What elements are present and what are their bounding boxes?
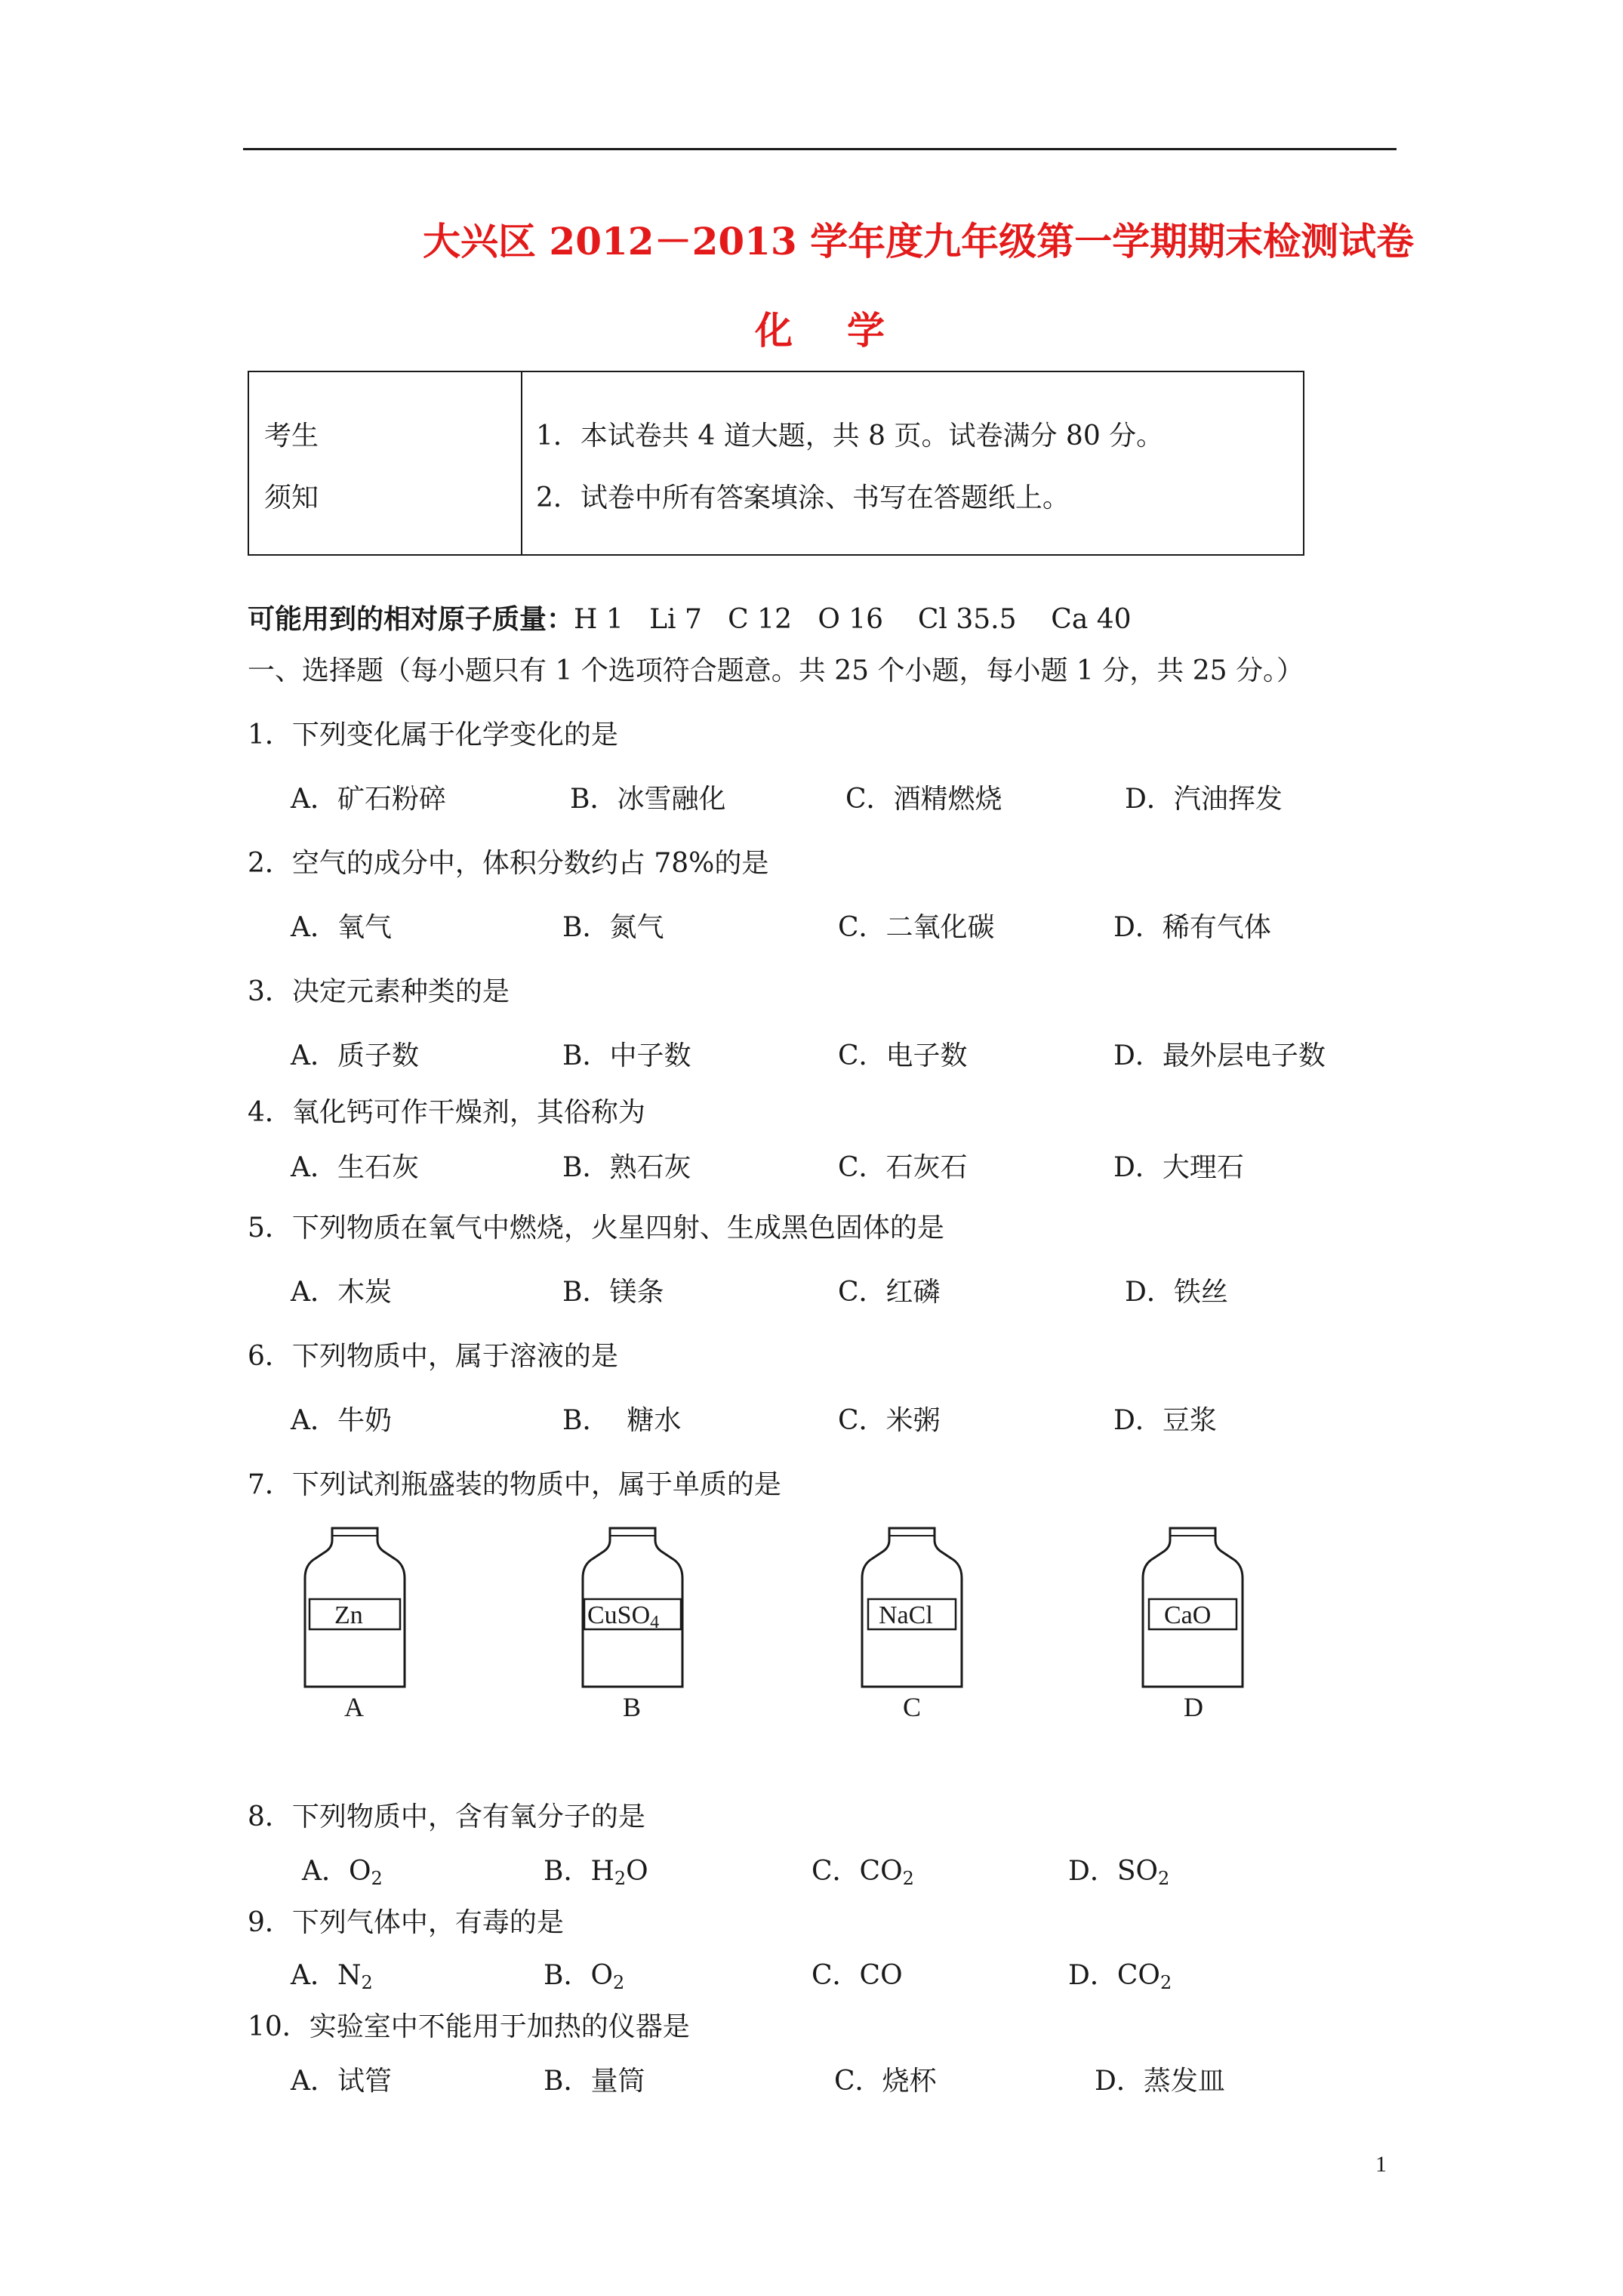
q8-a-text: A．O bbox=[302, 1856, 371, 1887]
question-8: 8．下列物质中，含有氧分子的是 bbox=[248, 1801, 645, 1832]
question-3: 3．决定元素种类的是 bbox=[248, 976, 510, 1007]
bottle-a-label: Zn bbox=[334, 1601, 363, 1629]
exam-notice-box bbox=[248, 371, 1304, 556]
q8-d-text: D．SO bbox=[1068, 1856, 1159, 1887]
q9-b-sub: 2 bbox=[612, 1972, 625, 1993]
bottle-d-label: CaO bbox=[1164, 1601, 1212, 1629]
q5-option-b: B．镁条 bbox=[562, 1277, 664, 1308]
q3-option-a: A．质子数 bbox=[291, 1040, 419, 1071]
q5-option-d: D．铁丝 bbox=[1125, 1277, 1228, 1308]
bottle-b-subscript: 4 bbox=[650, 1613, 660, 1632]
bottle-b-label bbox=[587, 1601, 659, 1630]
q9-d-sub: 2 bbox=[1160, 1972, 1172, 1993]
atomic-mass-values: H 1 Li 7 C 12 O 16 Cl 35.5 Ca 40 bbox=[574, 604, 1132, 635]
bottle-d-letter: D bbox=[1184, 1692, 1203, 1722]
q9-option-b bbox=[544, 1954, 624, 1992]
q10-option-d: D．蒸发皿 bbox=[1095, 2066, 1225, 2097]
q2-option-c: C．二氧化碳 bbox=[838, 912, 995, 943]
q9-a-text: A．N bbox=[291, 1960, 362, 1991]
bottle-c-letter: C bbox=[903, 1692, 922, 1722]
q8-option-c bbox=[812, 1850, 914, 1888]
q4-option-d: D．大理石 bbox=[1113, 1152, 1244, 1183]
q6-option-a: A．牛奶 bbox=[291, 1405, 392, 1436]
bottle-c-label: NaCl bbox=[879, 1601, 933, 1629]
question-9: 9．下列气体中，有毒的是 bbox=[248, 1907, 564, 1938]
q6-option-b: B． 糖水 bbox=[562, 1405, 682, 1436]
q4-option-c: C．石灰石 bbox=[838, 1152, 968, 1183]
section-heading: 一、选择题（每小题只有 1 个选项符合题意。共 25 个小题，每小题 1 分，共 25 分。） bbox=[248, 655, 1304, 686]
q5-option-a: A．木炭 bbox=[291, 1277, 392, 1308]
q9-d-text: D．CO bbox=[1068, 1960, 1160, 1991]
q6-option-c: C．米粥 bbox=[838, 1405, 941, 1436]
bottle-b-formula: CuSO bbox=[587, 1601, 651, 1629]
q2-option-a: A．氧气 bbox=[291, 912, 392, 943]
q9-a-sub: 2 bbox=[361, 1972, 373, 1993]
q10-option-c: C．烧杯 bbox=[834, 2066, 937, 2097]
atomic-mass-label: 可能用到的相对原子质量： bbox=[248, 603, 574, 635]
question-1: 1．下列变化属于化学变化的是 bbox=[248, 720, 618, 750]
atomic-mass-line bbox=[248, 598, 1132, 636]
question-10: 10．实验室中不能用于加热的仪器是 bbox=[248, 2011, 690, 2042]
q8-b-tail: O bbox=[626, 1856, 648, 1887]
q8-b-text: B．H bbox=[544, 1856, 614, 1887]
q2-option-d: D．稀有气体 bbox=[1113, 912, 1271, 943]
q4-option-b: B．熟石灰 bbox=[562, 1152, 691, 1183]
q9-c-text: C．CO bbox=[812, 1960, 903, 1991]
question-6: 6．下列物质中，属于溶液的是 bbox=[248, 1341, 618, 1372]
q10-option-a: A．试管 bbox=[291, 2066, 392, 2097]
q1-option-a: A．矿石粉碎 bbox=[291, 784, 446, 815]
q9-b-text: B．O bbox=[544, 1960, 613, 1991]
question-7: 7．下列试剂瓶盛装的物质中，属于单质的是 bbox=[248, 1469, 781, 1500]
page-number: 1 bbox=[1375, 2152, 1387, 2177]
page-title: 大兴区 2012－2013 学年度九年级第一学期期末检测试卷 bbox=[423, 219, 1415, 264]
q3-option-b: B．中子数 bbox=[562, 1040, 691, 1071]
notice-label-1: 考生 bbox=[264, 421, 319, 451]
q9-option-c bbox=[812, 1954, 903, 1992]
q2-option-b: B．氮气 bbox=[562, 912, 664, 943]
q5-option-c: C．红磷 bbox=[838, 1277, 941, 1308]
q3-option-d: D．最外层电子数 bbox=[1113, 1040, 1326, 1071]
q4-option-a: A．生石灰 bbox=[291, 1152, 419, 1183]
q8-option-b bbox=[544, 1850, 648, 1888]
q1-option-c: C．酒精燃烧 bbox=[845, 784, 1002, 815]
bottle-a-letter: A bbox=[344, 1692, 364, 1722]
q8-c-text: C．CO bbox=[812, 1856, 903, 1887]
question-4: 4．氧化钙可作干燥剂，其俗称为 bbox=[248, 1097, 645, 1128]
notice-item-2: 2．试卷中所有答案填涂、书写在答题纸上。 bbox=[536, 482, 1070, 513]
header-rule bbox=[243, 148, 1397, 150]
q10-option-b: B．量筒 bbox=[544, 2066, 645, 2097]
q8-option-d bbox=[1068, 1850, 1169, 1888]
question-5: 5．下列物质在氧气中燃烧，火星四射、生成黑色固体的是 bbox=[248, 1213, 944, 1244]
bottle-b-letter: B bbox=[623, 1692, 642, 1722]
q8-d-sub: 2 bbox=[1158, 1868, 1170, 1889]
subject-title: 化学 bbox=[755, 308, 939, 353]
q8-a-sub: 2 bbox=[371, 1868, 383, 1889]
q1-option-b: B．冰雪融化 bbox=[570, 784, 726, 815]
q8-c-sub: 2 bbox=[902, 1868, 914, 1889]
q8-b-sub: 2 bbox=[614, 1868, 627, 1889]
notice-label-2: 须知 bbox=[264, 482, 319, 513]
q3-option-c: C．电子数 bbox=[838, 1040, 968, 1071]
notice-divider bbox=[521, 372, 522, 554]
q6-option-d: D．豆浆 bbox=[1113, 1405, 1217, 1436]
question-2: 2．空气的成分中，体积分数约占 78%的是 bbox=[248, 848, 769, 879]
q1-option-d: D．汽油挥发 bbox=[1125, 784, 1283, 815]
notice-item-1: 1．本试卷共 4 道大题，共 8 页。试卷满分 80 分。 bbox=[536, 421, 1164, 451]
q8-option-a bbox=[302, 1850, 383, 1888]
q9-option-a bbox=[291, 1954, 373, 1992]
q9-option-d bbox=[1068, 1954, 1172, 1992]
